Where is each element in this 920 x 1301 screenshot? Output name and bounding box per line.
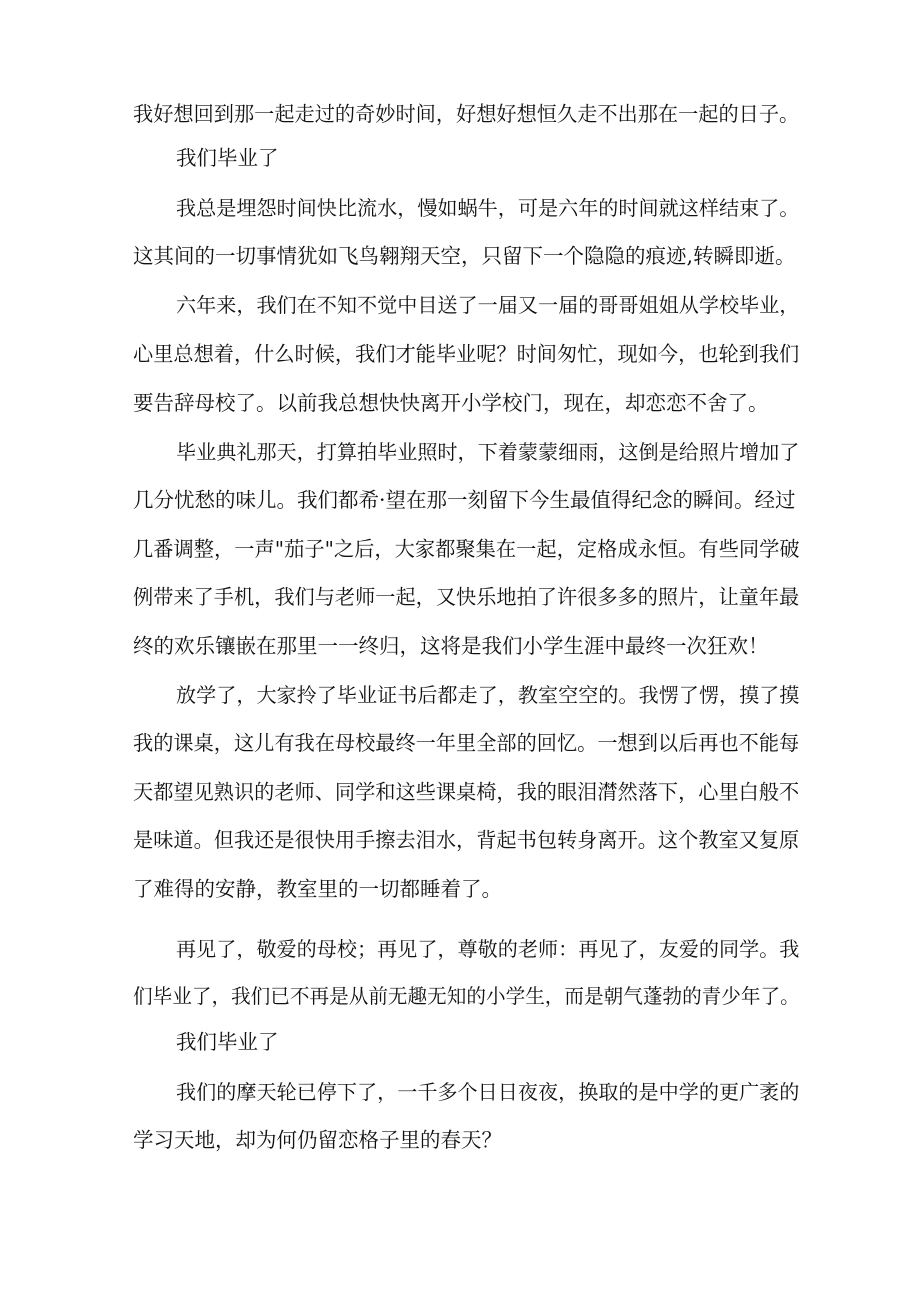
section-heading: 我们毕业了 bbox=[176, 146, 279, 170]
text-line: 我们的摩天轮已停下了，一千多个日日夜夜，换取的是中学的更广袤的 bbox=[176, 1080, 800, 1104]
section-heading: 我们毕业了 bbox=[176, 1030, 279, 1054]
text-line: 我总是埋怨时间快比流水，慢如蜗牛，可是六年的时间就这样结束了。 bbox=[176, 196, 800, 220]
text-line: 毕业典礼那天，打算拍毕业照时，下着蒙蒙细雨，这倒是给照片增加了 bbox=[176, 440, 800, 464]
text-line: 例带来了手机，我们与老师一起，又快乐地拍了许很多多的照片，让童年最 bbox=[133, 585, 800, 609]
text-line: 几番调整，一声"茄子"之后，大家都聚集在一起，定格成永恒。有些同学破 bbox=[133, 537, 800, 561]
text-line: 天都望见熟识的老师、同学和这些课桌椅，我的眼泪潸然落下，心里白般不 bbox=[133, 780, 800, 804]
text-line: 是味道。但我还是很快用手擦去泪水，背起书包转身离开。这个教室又复原 bbox=[133, 828, 800, 852]
text-line: 六年来，我们在不知不觉中目送了一届又一届的哥哥姐姐从学校毕业， bbox=[176, 293, 800, 317]
text-line: 终的欢乐镶嵌在那里一一终归，这将是我们小学生涯中最终一次狂欢！ bbox=[133, 634, 769, 658]
text-line: 几分忧愁的味儿。我们都希·望在那一刻留下今生最值得纪念的瞬间。经过 bbox=[133, 488, 796, 512]
text-line: 们毕业了，我们已不再是从前无趣无知的小学生，而是朝气蓬勃的青少年了。 bbox=[133, 985, 800, 1008]
text-line: 学习天地，却为何仍留恋格子里的春天？ bbox=[133, 1128, 502, 1152]
text-line: 这其间的一切事情犹如飞鸟翱翔天空，只留下一个隐隐的痕迹,转瞬即逝。 bbox=[133, 244, 796, 268]
text-line: 要告辞母校了。以前我总想快快离开小学校门，现在，却恋恋不舍了。 bbox=[133, 391, 769, 415]
text-line: 再见了，敬爱的母校；再见了，尊敬的老师：再见了，友爱的同学。我 bbox=[176, 937, 800, 961]
text-line: 了难得的安静，教室里的一切都睡着了。 bbox=[133, 877, 502, 901]
text-line: 我的课桌，这儿有我在母校最终一年里全部的回忆。一想到以后再也不能每 bbox=[133, 731, 800, 755]
text-line: 放学了，大家拎了毕业证书后都走了，教室空空的。我愣了愣，摸了摸 bbox=[176, 683, 800, 707]
text-line: 我好想回到那一起走过的奇妙时间，好想好想恒久走不出那在一起的日子。 bbox=[133, 102, 800, 126]
text-line: 心里总想着，什么时候，我们才能毕业呢？时间匆忙，现如今，也轮到我们 bbox=[133, 342, 800, 366]
